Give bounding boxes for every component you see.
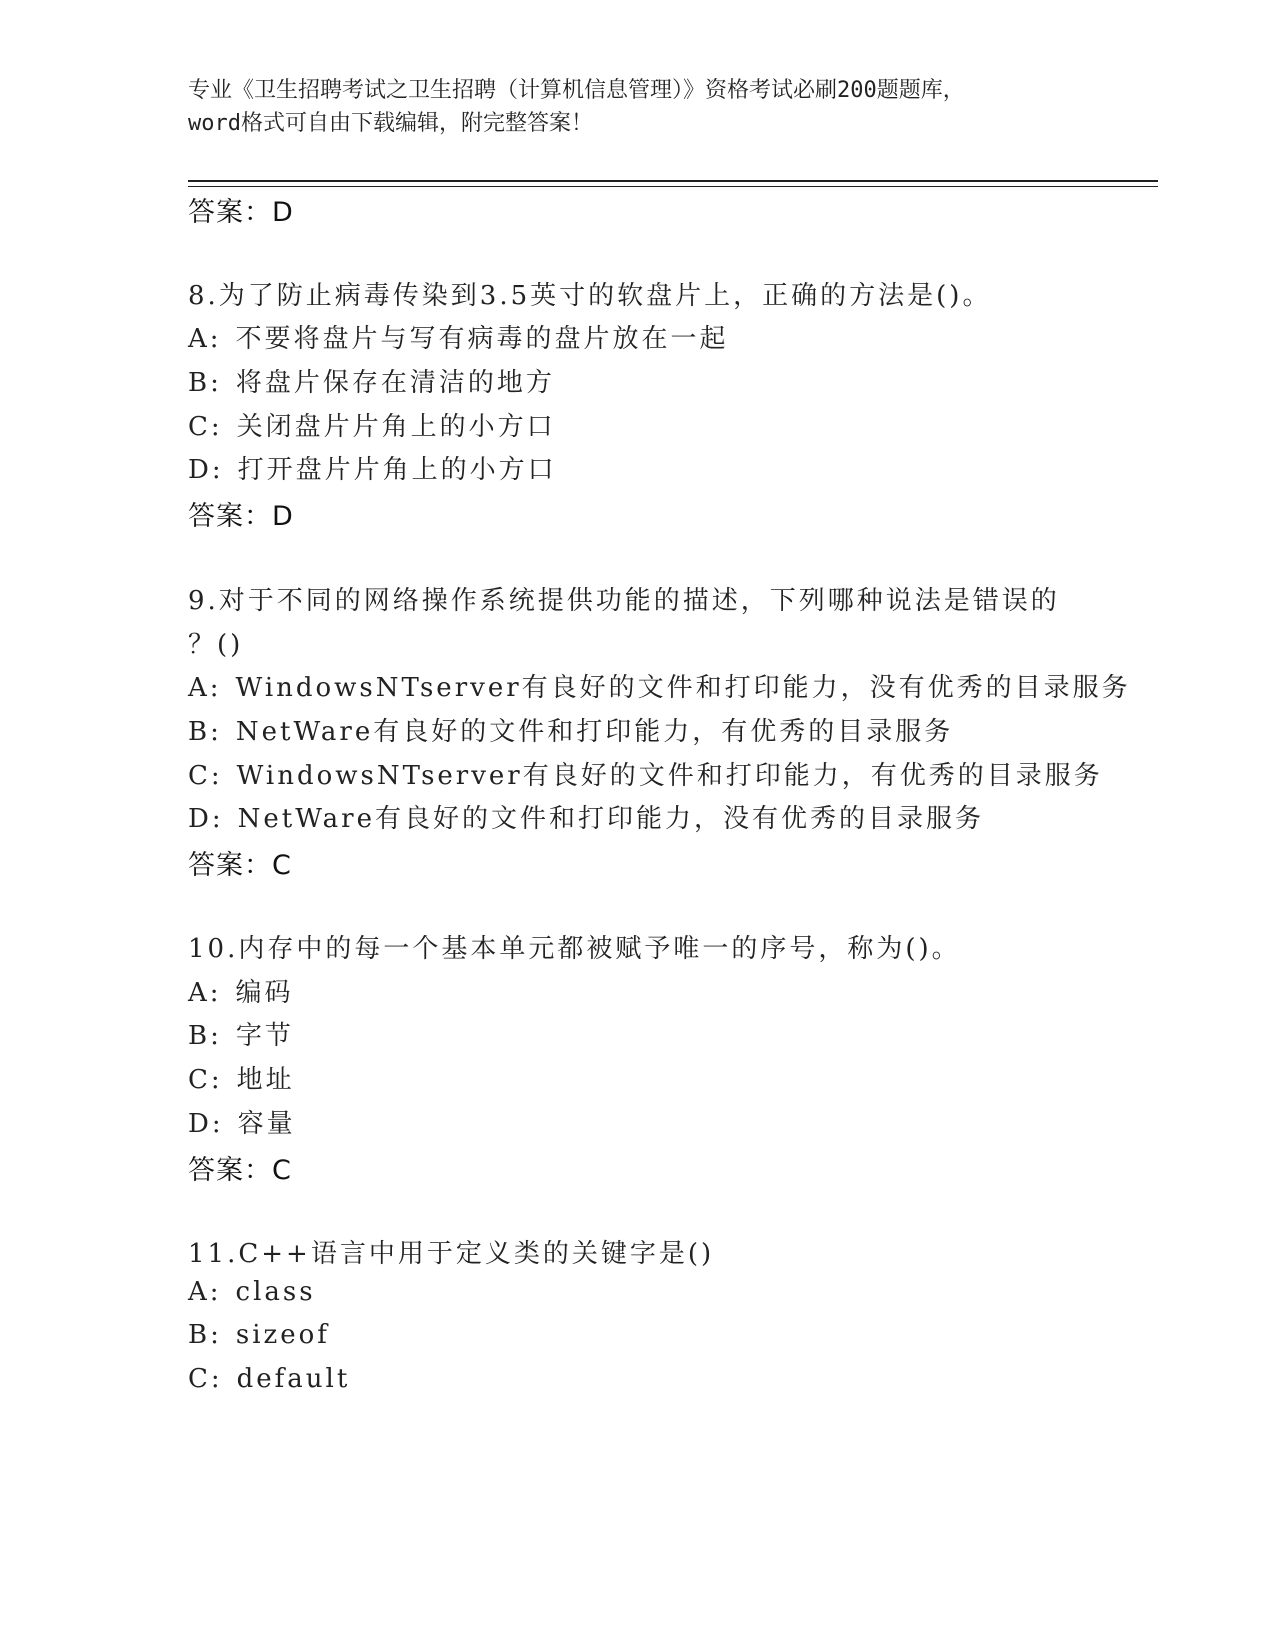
question-8-option-b [188,362,555,399]
option-key: B: [188,1021,222,1051]
question-8-option-d [188,449,557,486]
question-8-option-c [188,406,556,443]
answer-q7: 答案：D [188,197,294,228]
question-10-option-c [188,1059,295,1096]
question-8-stem: 8.为了防止病毒传染到3.5英寸的软盘片上，正确的方法是()。 [188,281,992,311]
option-text: sizeof [235,1320,330,1350]
question-10-stem: 10.内存中的每一个基本单元都被赋予唯一的序号，称为()。 [188,934,961,964]
option-key: A: [188,673,222,703]
document-header [188,74,1088,140]
option-key: D: [188,1109,224,1139]
option-key: A: [188,1277,222,1307]
option-text: 字节 [235,1021,294,1051]
option-key: D: [188,804,224,834]
option-text: 地址 [236,1065,295,1095]
option-key: D: [188,455,224,485]
option-text: 打开盘片片角上的小方口 [237,455,557,485]
option-text: default [236,1364,351,1394]
question-11-option-a [188,1277,316,1307]
option-text: 编码 [235,978,294,1008]
option-key: A: [188,978,222,1008]
option-text: class [235,1277,316,1307]
header-rule-thick [188,180,1158,182]
option-key: C: [188,412,223,442]
option-text: 容量 [237,1109,296,1139]
option-text: WindowsNTserver有良好的文件和打印能力，有优秀的目录服务 [236,761,1103,791]
option-key: C: [188,1364,223,1394]
question-10-option-d [188,1103,296,1140]
answer-q9: 答案：C [188,850,292,881]
question-9-option-c [188,755,1103,792]
header-rule-thin [188,186,1158,187]
question-9-stem-line-1: 9.对于不同的网络操作系统提供功能的描述，下列哪种说法是错误的 [188,586,1060,616]
option-text: 关闭盘片片角上的小方口 [236,412,556,442]
answer-q8: 答案：D [188,501,294,532]
question-10-option-b [188,1015,294,1052]
option-text: WindowsNTserver有良好的文件和打印能力，没有优秀的目录服务 [235,673,1131,703]
option-text: NetWare有良好的文件和打印能力，有优秀的目录服务 [235,717,954,747]
option-key: B: [188,368,222,398]
question-9-option-d [188,798,984,835]
option-key: B: [188,717,222,747]
option-key: B: [188,1320,222,1350]
option-text: 将盘片保存在清洁的地方 [235,368,555,398]
question-11-stem: 11.C++语言中用于定义类的关键字是() [188,1239,715,1269]
option-key: C: [188,1065,223,1095]
header-line-2: word格式可自由下载编辑，附完整答案！ [188,111,593,136]
question-9-option-a [188,667,1131,704]
question-11-option-b [188,1320,330,1350]
question-9-option-b [188,711,953,748]
header-line-1: 专业《卫生招聘考试之卫生招聘（计算机信息管理）》资格考试必刷200题题库， [188,78,965,103]
option-text: NetWare有良好的文件和打印能力，没有优秀的目录服务 [237,804,984,834]
option-key: A: [188,324,222,354]
question-10-option-a [188,972,294,1009]
question-11-option-c [188,1364,350,1394]
answer-q10: 答案：C [188,1155,292,1186]
option-text: 不要将盘片与写有病毒的盘片放在一起 [235,324,729,354]
option-key: C: [188,761,223,791]
question-8-option-a [188,318,729,355]
question-9-stem-line-2: ？() [188,630,244,660]
